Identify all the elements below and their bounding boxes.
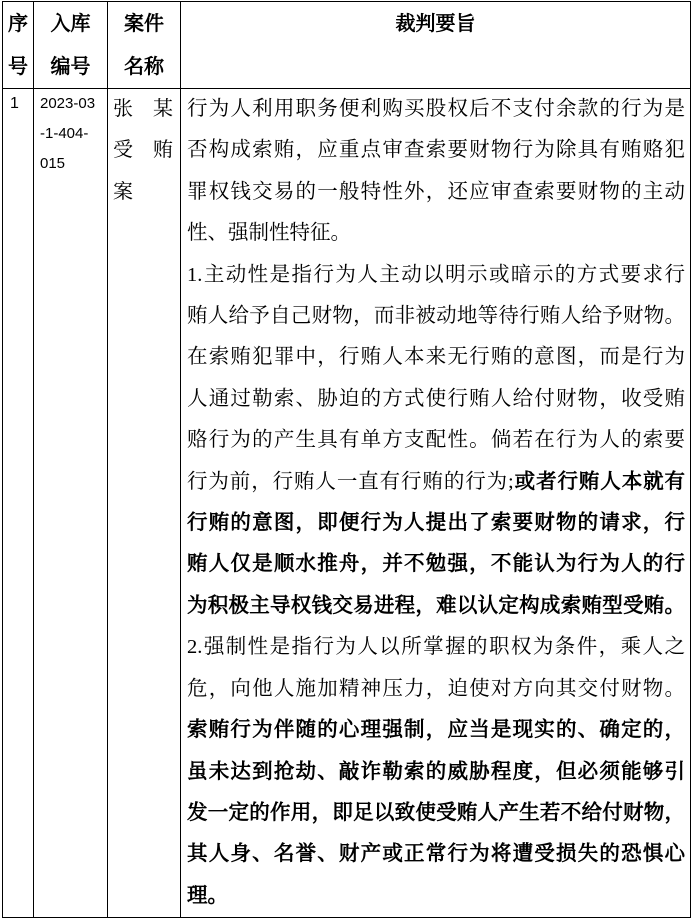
header-summary: 裁判要旨	[181, 2, 691, 89]
header-case-name	[108, 2, 181, 89]
summary-line	[187, 462, 685, 503]
entry-no-line: 2023-03	[40, 95, 96, 112]
summary-cell	[181, 89, 691, 918]
table-row	[3, 89, 691, 918]
header-seq	[3, 2, 34, 89]
case-name-line: 张某	[113, 98, 173, 120]
header-row	[3, 2, 691, 89]
summary-line: 罪权钱交易的一般特性外，还应审查索要财物的主动	[187, 180, 685, 203]
summary-emphasis-line: 贿人仅是顺水推舟，并不勉强，不能认为行为人的行	[187, 553, 685, 576]
summary-line: 贿人给予自己财物，而非被动地等待行贿人给予财物。	[187, 305, 685, 328]
summary-line: 1.主动性是指行为人主动以明示或暗示的方式要求行	[187, 263, 685, 286]
header-case-name-line: 案件	[124, 11, 164, 35]
summary-emphasis-line: 发一定的作用，即足以致使受贿人产生若不给付财物，	[187, 801, 685, 824]
summary-line: 性、强制性特征。	[187, 222, 351, 245]
summary-line: 行为人利用职务便利购买股权后不支付余款的行为是	[187, 98, 685, 120]
summary-line: 在索贿犯罪中，行贿人本来无行贿的意图，而是行为	[187, 346, 685, 369]
summary-emphasis-line: 其人身、名誉、财产或正常行为将遭受损失的恐惧心	[187, 843, 685, 866]
header-case-name-line: 名称	[124, 54, 164, 78]
header-seq-line: 号	[8, 54, 28, 78]
case-name-line: 受贿	[113, 139, 173, 162]
summary-emphasis-line: 理。	[187, 884, 228, 907]
summary-line: 赂行为的产生具有单方支配性。倘若在行为人的索要	[187, 429, 685, 452]
summary-intro	[187, 89, 685, 255]
case-name-line: 案	[113, 180, 133, 203]
header-entry-no	[34, 2, 108, 89]
summary-emphasis-text: 或者行贿人本就有	[513, 470, 685, 493]
summary-emphasis-line: 索贿行为伴随的心理强制，应当是现实的、确定的，	[187, 719, 685, 742]
summary-line: 2.强制性是指行为人以所掌握的职权为条件，乘人之	[187, 636, 685, 659]
summary-emphasis-line: 行贿的意图，即便行为人提出了索要财物的请求，行	[187, 512, 685, 535]
summary-line: 危，向他人施加精神压力，迫使对方向其交付财物。	[187, 677, 685, 700]
entry-no-line: -1-404-	[40, 125, 89, 142]
summary-emphasis-line: 为积极主导权钱交易进程，难以认定构成索贿型受贿。	[187, 594, 685, 617]
case-name-cell	[108, 89, 181, 918]
summary-line: 否构成索贿，应重点审查索要财物行为除具有贿赂犯	[187, 139, 685, 162]
summary-line: 人通过勒索、胁迫的方式使行贿人给付财物，收受贿	[187, 387, 685, 410]
header-entry-no-line: 入库	[50, 11, 91, 35]
header-entry-no-line: 编号	[50, 54, 91, 78]
summary-point-2	[187, 627, 685, 917]
entry-no-cell	[34, 89, 108, 918]
entry-no-line: 015	[40, 155, 66, 172]
header-seq-line: 序	[8, 11, 28, 35]
summary-text: 行为前，行贿人一直有行贿的行为;	[187, 470, 514, 493]
summary-emphasis-line: 虽未达到抢劫、敲诈勒索的威胁程度，但必须能够引	[187, 760, 685, 783]
seq-cell: 1	[3, 89, 34, 918]
case-table	[2, 1, 691, 918]
summary-point-1	[187, 255, 685, 628]
